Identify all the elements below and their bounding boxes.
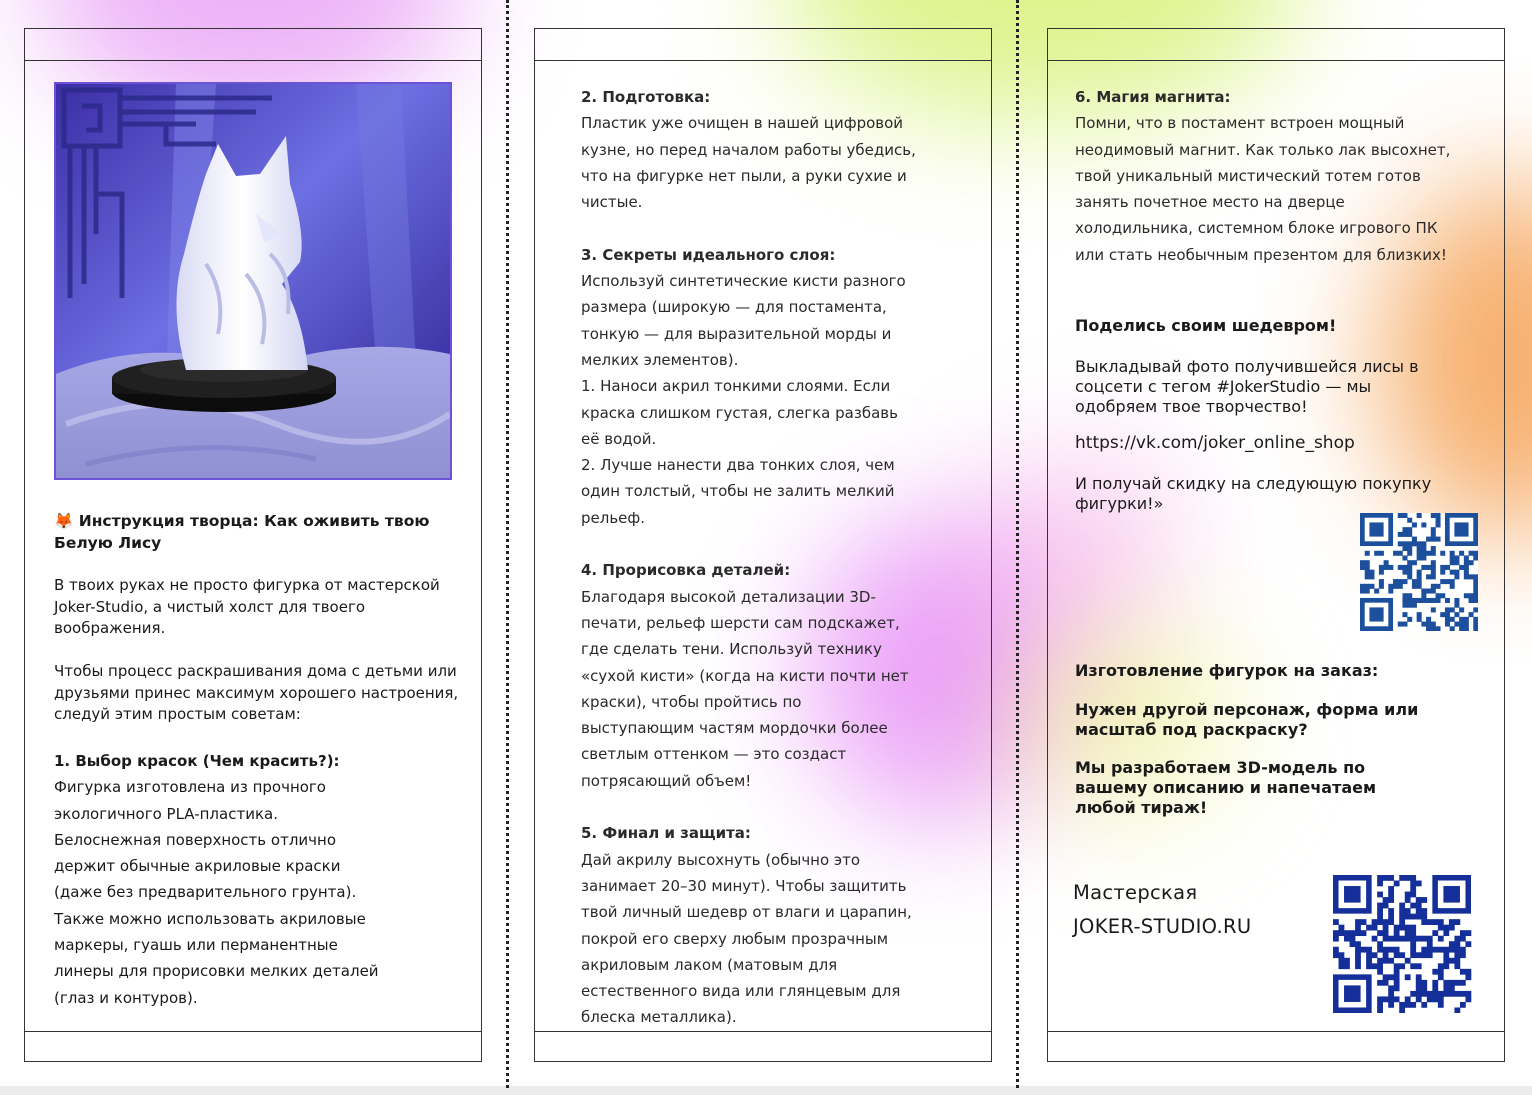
step-2-line: кузне, но перед началом работы убедись, (581, 140, 916, 159)
fox-figurine-photo (54, 82, 452, 480)
step-1-line: маркеры, гуашь или перманентные (54, 936, 338, 955)
fold-line-right (1016, 0, 1019, 1088)
step-4-line: выступающим частям мордочки более (581, 719, 888, 738)
step-3-line: один толстый, чтобы не залить мелкий (581, 482, 895, 501)
step-1-line: (даже без предварительного грунта). (54, 883, 357, 902)
instruction-title (54, 510, 454, 554)
magnet-line: или стать необычным презентом для близких! (1075, 245, 1447, 264)
qr-code-large[interactable] (1333, 875, 1473, 1017)
intro-paragraph-2: Чтобы процесс раскрашивания дома с детьми или друзьями принес максимум хорошего настроения, следуй этим простым советам: (54, 662, 459, 723)
step-4-line: Благодаря высокой детализации 3D- (581, 587, 876, 606)
step-5-line: блеска металлика). (581, 1008, 737, 1027)
step-3-line: тонкую — для выразительной морды и (581, 324, 892, 343)
step-3-line: её водой. (581, 429, 657, 448)
order-offer: Мы разработаем 3D-модель по вашему описанию и напечатаем любой тираж! (1075, 758, 1377, 817)
qr-code-small[interactable] (1360, 513, 1478, 635)
instructions-middle-column (581, 84, 951, 1031)
instruction-title-text: Инструкция творца: Как оживить твою Белую Лису (54, 512, 430, 552)
step-3-line: 2. Лучше нанести два тонких слоя, чем (581, 456, 895, 475)
step-3-section (581, 242, 951, 531)
step-1-line: линеры для прорисовки мелких деталей (54, 962, 379, 981)
page-bottom-strip (0, 1086, 1532, 1095)
step-2-line: Пластик уже очищен в нашей цифровой (581, 114, 904, 133)
step-1-line: Также можно использовать акриловые (54, 909, 366, 928)
intro-paragraph-1: В твоих руках не просто фигурка от мастерской Joker-Studio, а чистый холст для твоего воображения. (54, 576, 440, 637)
brand-domain: JOKER-STUDIO.RU (1073, 915, 1252, 938)
studio-brand (1073, 876, 1323, 944)
magnet-line: неодимовый магнит. Как только лак высохнет, (1075, 140, 1451, 159)
step-2-section (581, 84, 951, 215)
step-4-heading: 4. Прорисовка деталей: (581, 561, 791, 580)
step-2-line: чистые. (581, 193, 643, 212)
step-5-line: занимает 20–30 минут). Чтобы защитить (581, 876, 907, 895)
step-4-line: печати, рельеф шерсти сам подскажет, (581, 613, 900, 632)
step-3-line: рельеф. (581, 508, 645, 527)
share-heading: Поделись своим шедевром! (1075, 316, 1337, 335)
step-4-section (581, 557, 951, 794)
step-5-line: твой личный шедевр от влаги и царапин, (581, 903, 912, 922)
fold-line-left (506, 0, 509, 1088)
magnet-line: Помни, что в постамент встроен мощный (1075, 114, 1405, 133)
step-2-heading: 2. Подготовка: (581, 88, 711, 106)
step-3-line: мелких элементов). (581, 350, 739, 369)
magnet-heading: 6. Магия магнита: (1075, 88, 1231, 106)
step-4-line: где сделать тени. Используй технику (581, 640, 882, 659)
order-question: Нужен другой персонаж, форма или масштаб под раскраску? (1075, 700, 1419, 739)
step-1-line: экологичного PLA-пластика. (54, 804, 278, 823)
step-5-heading: 5. Финал и защита: (581, 824, 751, 843)
brand-workshop-label: Мастерская (1073, 881, 1198, 904)
step-4-line: потрясающий объем! (581, 771, 752, 790)
step-3-heading: 3. Секреты идеального слоя: (581, 245, 836, 264)
magnet-section (1075, 84, 1485, 268)
share-paragraph: Выкладывай фото получившейся лисы в соцсети с тегом #JokerStudio — мы одобряем твое творчество! (1075, 357, 1419, 416)
step-3-line: Используй синтетические кисти разного (581, 272, 906, 291)
step-1-line: Фигурка изготовлена из прочного (54, 778, 326, 797)
order-heading: Изготовление фигурок на заказ: (1075, 661, 1379, 680)
step-5-line: акриловым лаком (матовым для (581, 955, 838, 974)
step-1-line: (глаз и контуров). (54, 988, 198, 1007)
step-5-section (581, 820, 951, 1030)
step-1-heading: 1. Выбор красок (Чем красить?): (54, 752, 340, 770)
vk-link[interactable]: https://vk.com/joker_online_shop (1075, 433, 1355, 453)
step-5-line: покрой его сверху любым прозрачным (581, 929, 889, 948)
magnet-line: занять почетное место на дверце (1075, 193, 1345, 212)
step-1-line: держит обычные акриловые краски (54, 857, 341, 876)
step-3-line: размера (широкую — для постамента, (581, 298, 887, 317)
step-3-line: 1. Наноси акрил тонкими слоями. Если (581, 377, 891, 396)
step-4-line: краски), чтобы пройтись по (581, 692, 802, 711)
step-1-line: Белоснежная поверхность отлично (54, 830, 336, 849)
step-2-line: что на фигурке нет пыли, а руки сухие и (581, 166, 907, 185)
step-4-line: «сухой кисти» (когда на кисти почти нет (581, 666, 909, 685)
step-1-section (54, 748, 474, 1011)
step-5-line: естественного вида или глянцевым для (581, 982, 901, 1001)
magnet-line: холодильника, системном блоке игрового ПК (1075, 219, 1438, 238)
step-4-line: светлым оттенком — это создаст (581, 745, 847, 764)
step-5-line: Дай акрилу высохнуть (обычно это (581, 850, 861, 869)
fox-emoji-icon: 🦊 (54, 512, 74, 530)
magnet-line: твой уникальный мистический тотем готов (1075, 166, 1421, 185)
step-3-line: краска слишком густая, слегка разбавь (581, 403, 898, 422)
discount-paragraph: И получай скидку на следующую покупку фигурки!» (1075, 474, 1432, 513)
